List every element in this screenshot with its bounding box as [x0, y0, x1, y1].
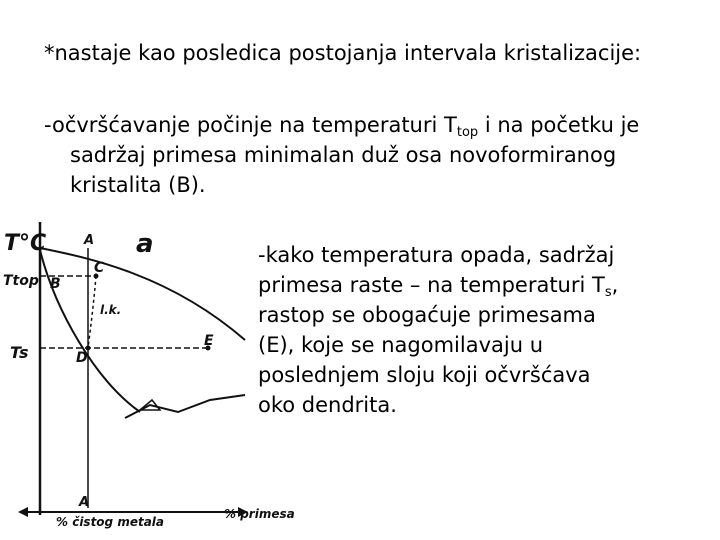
diagram-title-a: a	[136, 229, 154, 259]
p3-subscript-s: s	[604, 285, 612, 300]
label-point-C: C	[94, 260, 105, 276]
paragraph-temperature-drop	[258, 240, 698, 420]
p3-line2-end: ,	[611, 273, 619, 297]
p2-line3: kristalita (B).	[70, 173, 206, 197]
eutectic-region	[125, 395, 245, 418]
label-point-E: E	[204, 333, 214, 349]
label-point-D: D	[76, 350, 88, 366]
p2-line2: sadržaj primesa minimalan duž osa novoformiranog	[70, 143, 617, 167]
label-point-A-top: A	[84, 233, 95, 248]
label-ts: Ts	[10, 343, 29, 362]
p3-line1: -kako temperatura opada, sadržaj	[258, 243, 615, 267]
p3-line6: oko dendrita.	[258, 393, 397, 417]
p3-line3: rastop se obogaćuje primesama	[258, 303, 596, 327]
label-ttop: Ttop	[3, 273, 39, 289]
p3-line5: poslednjem sloju koji očvršćava	[258, 363, 591, 387]
xlabel-pure-metal: % čistog metala	[56, 515, 165, 529]
phase-diagram	[0, 218, 295, 540]
p3-line2-text: primesa raste – na temperaturi T	[258, 273, 605, 297]
paragraph-solidification-start	[44, 110, 684, 200]
intro-line: *nastaje kao posledica postojanja intervala kristalizacije:	[44, 41, 642, 65]
p2-line1-text: -očvršćavanje počinje na temperaturi T	[44, 113, 457, 137]
p3-line4: (E), koje se nagomilavaju u	[258, 333, 544, 357]
x-axis-arrow-left	[18, 507, 28, 517]
xlabel-impurity: % primesa	[224, 507, 295, 521]
axis-label-temperature: T°C	[4, 231, 47, 256]
label-lk: l.k.	[100, 303, 122, 317]
lk-curve	[88, 276, 96, 348]
p2-line1-end: i na početku je	[478, 113, 640, 137]
label-point-B: B	[50, 276, 61, 292]
label-point-A-bottom: A	[79, 495, 90, 510]
p2-subscript-top: top	[456, 125, 479, 140]
